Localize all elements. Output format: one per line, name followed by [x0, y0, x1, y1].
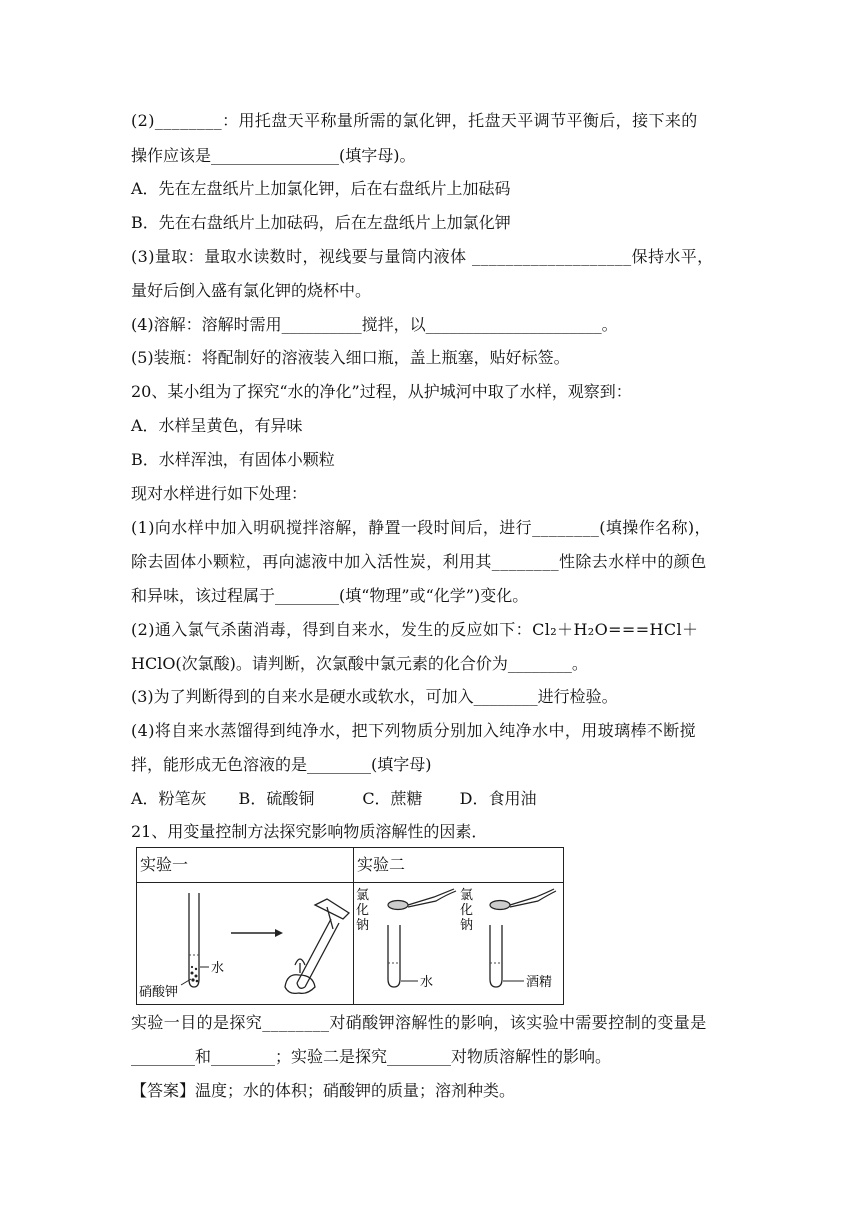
table-header-experiment-2: 实验二: [354, 848, 564, 883]
text-line: A．粉笔灰 B．硫酸铜 C．蔗糖 D．食用油: [131, 789, 537, 808]
label-sodium-chloride: 氯: [356, 888, 370, 903]
text-line: (4)将自来水蒸馏得到纯净水，把下列物质分别加入纯净水中，用玻璃棒不断搅: [131, 721, 697, 740]
text-line: ________和________；实验二是探究________对物质溶解性的影响。: [131, 1047, 612, 1066]
spatula-icon: [388, 889, 456, 910]
text-line: (5)装瓶：将配制好的溶液装入细口瓶，盖上瓶塞，贴好标签。: [131, 348, 570, 367]
experiment-table: [136, 847, 564, 1005]
text-line: 实验一目的是探究________对硝酸钾溶解性的影响，该实验中需要控制的变量是: [131, 1013, 707, 1032]
text-line: (3)为了判断得到的自来水是硬水或软水，可加入________进行检验。: [131, 687, 618, 706]
label-water: 水: [211, 961, 225, 976]
answer-line: 【答案】温度；水的体积；硝酸钾的质量；溶剂种类。: [131, 1081, 516, 1100]
text-line: 现对水样进行如下处理：: [131, 484, 308, 503]
text-line: 21、用变量控制方法探究影响物质溶解性的因素．: [131, 822, 488, 841]
text-line: B．先在右盘纸片上加砝码，后在左盘纸片上加氯化钾: [131, 213, 511, 232]
heating-apparatus-icon: [285, 899, 349, 993]
label-alcohol: 酒精: [526, 975, 553, 990]
label-sodium-chloride: 氯: [460, 888, 474, 903]
label-sodium-chloride: 钠: [460, 918, 474, 933]
text-line: (3)量取：量取水读数时，视线要与量筒内液体 ___________________保持水平，: [131, 247, 714, 266]
text-line: (4)溶解：溶解时需用__________搅拌，以______________________。: [131, 315, 618, 334]
label-sodium-chloride: 化: [356, 903, 370, 918]
text-line: (2)通入氯气杀菌消毒，得到自来水，发生的反应如下：Cl₂＋H₂O===HCl＋: [131, 620, 699, 639]
text-line: (2)________：用托盘天平称量所需的氯化钾，托盘天平调节平衡后，接下来的: [131, 111, 698, 130]
text-line: B．水样浑浊，有固体小颗粒: [131, 450, 335, 469]
text-line: 拌，能形成无色溶液的是________(填字母): [131, 755, 432, 774]
text-line: (1)向水样中加入明矾搅拌溶解，静置一段时间后，进行________(填操作名称)，: [131, 518, 711, 537]
label-sodium-chloride: 钠: [356, 918, 370, 933]
label-sodium-chloride: 化: [460, 903, 474, 918]
text-line: A．水样呈黄色，有异味: [131, 416, 303, 435]
text-line: A．先在左盘纸片上加氯化钾，后在右盘纸片上加砝码: [131, 179, 511, 198]
test-tube-icon: [189, 893, 199, 987]
experiment-2-figure: [354, 883, 564, 1005]
label-water: 水: [420, 975, 434, 990]
text-line: 20、某小组为了探究“水的净化”过程，从护城河中取了水样，观察到：: [131, 382, 632, 401]
text-line: HClO(次氯酸)。请判断，次氯酸中氯元素的化合价为________。: [131, 654, 588, 673]
experiment-1-diagram: [137, 883, 350, 1000]
table-header-experiment-1: 实验一: [137, 848, 354, 883]
text-line: 操作应该是________________(填字母)。: [131, 146, 416, 165]
text-line: 量好后倒入盛有氯化钾的烧杯中。: [131, 281, 372, 300]
text-line: 和异味，该过程属于________(填“物理”或“化学”)变化。: [131, 586, 529, 605]
experiment-2-diagram: [354, 883, 560, 1000]
spatula-icon: [490, 889, 556, 910]
experiment-1-figure: [137, 883, 354, 1005]
test-tube-icon: [388, 925, 400, 987]
test-tube-icon: [490, 925, 502, 987]
text-line: 除去固体小颗粒，再向滤液中加入活性炭，利用其________性除去水样中的颜色: [131, 552, 707, 571]
label-potassium-nitrate: 硝酸钾: [139, 985, 179, 1000]
